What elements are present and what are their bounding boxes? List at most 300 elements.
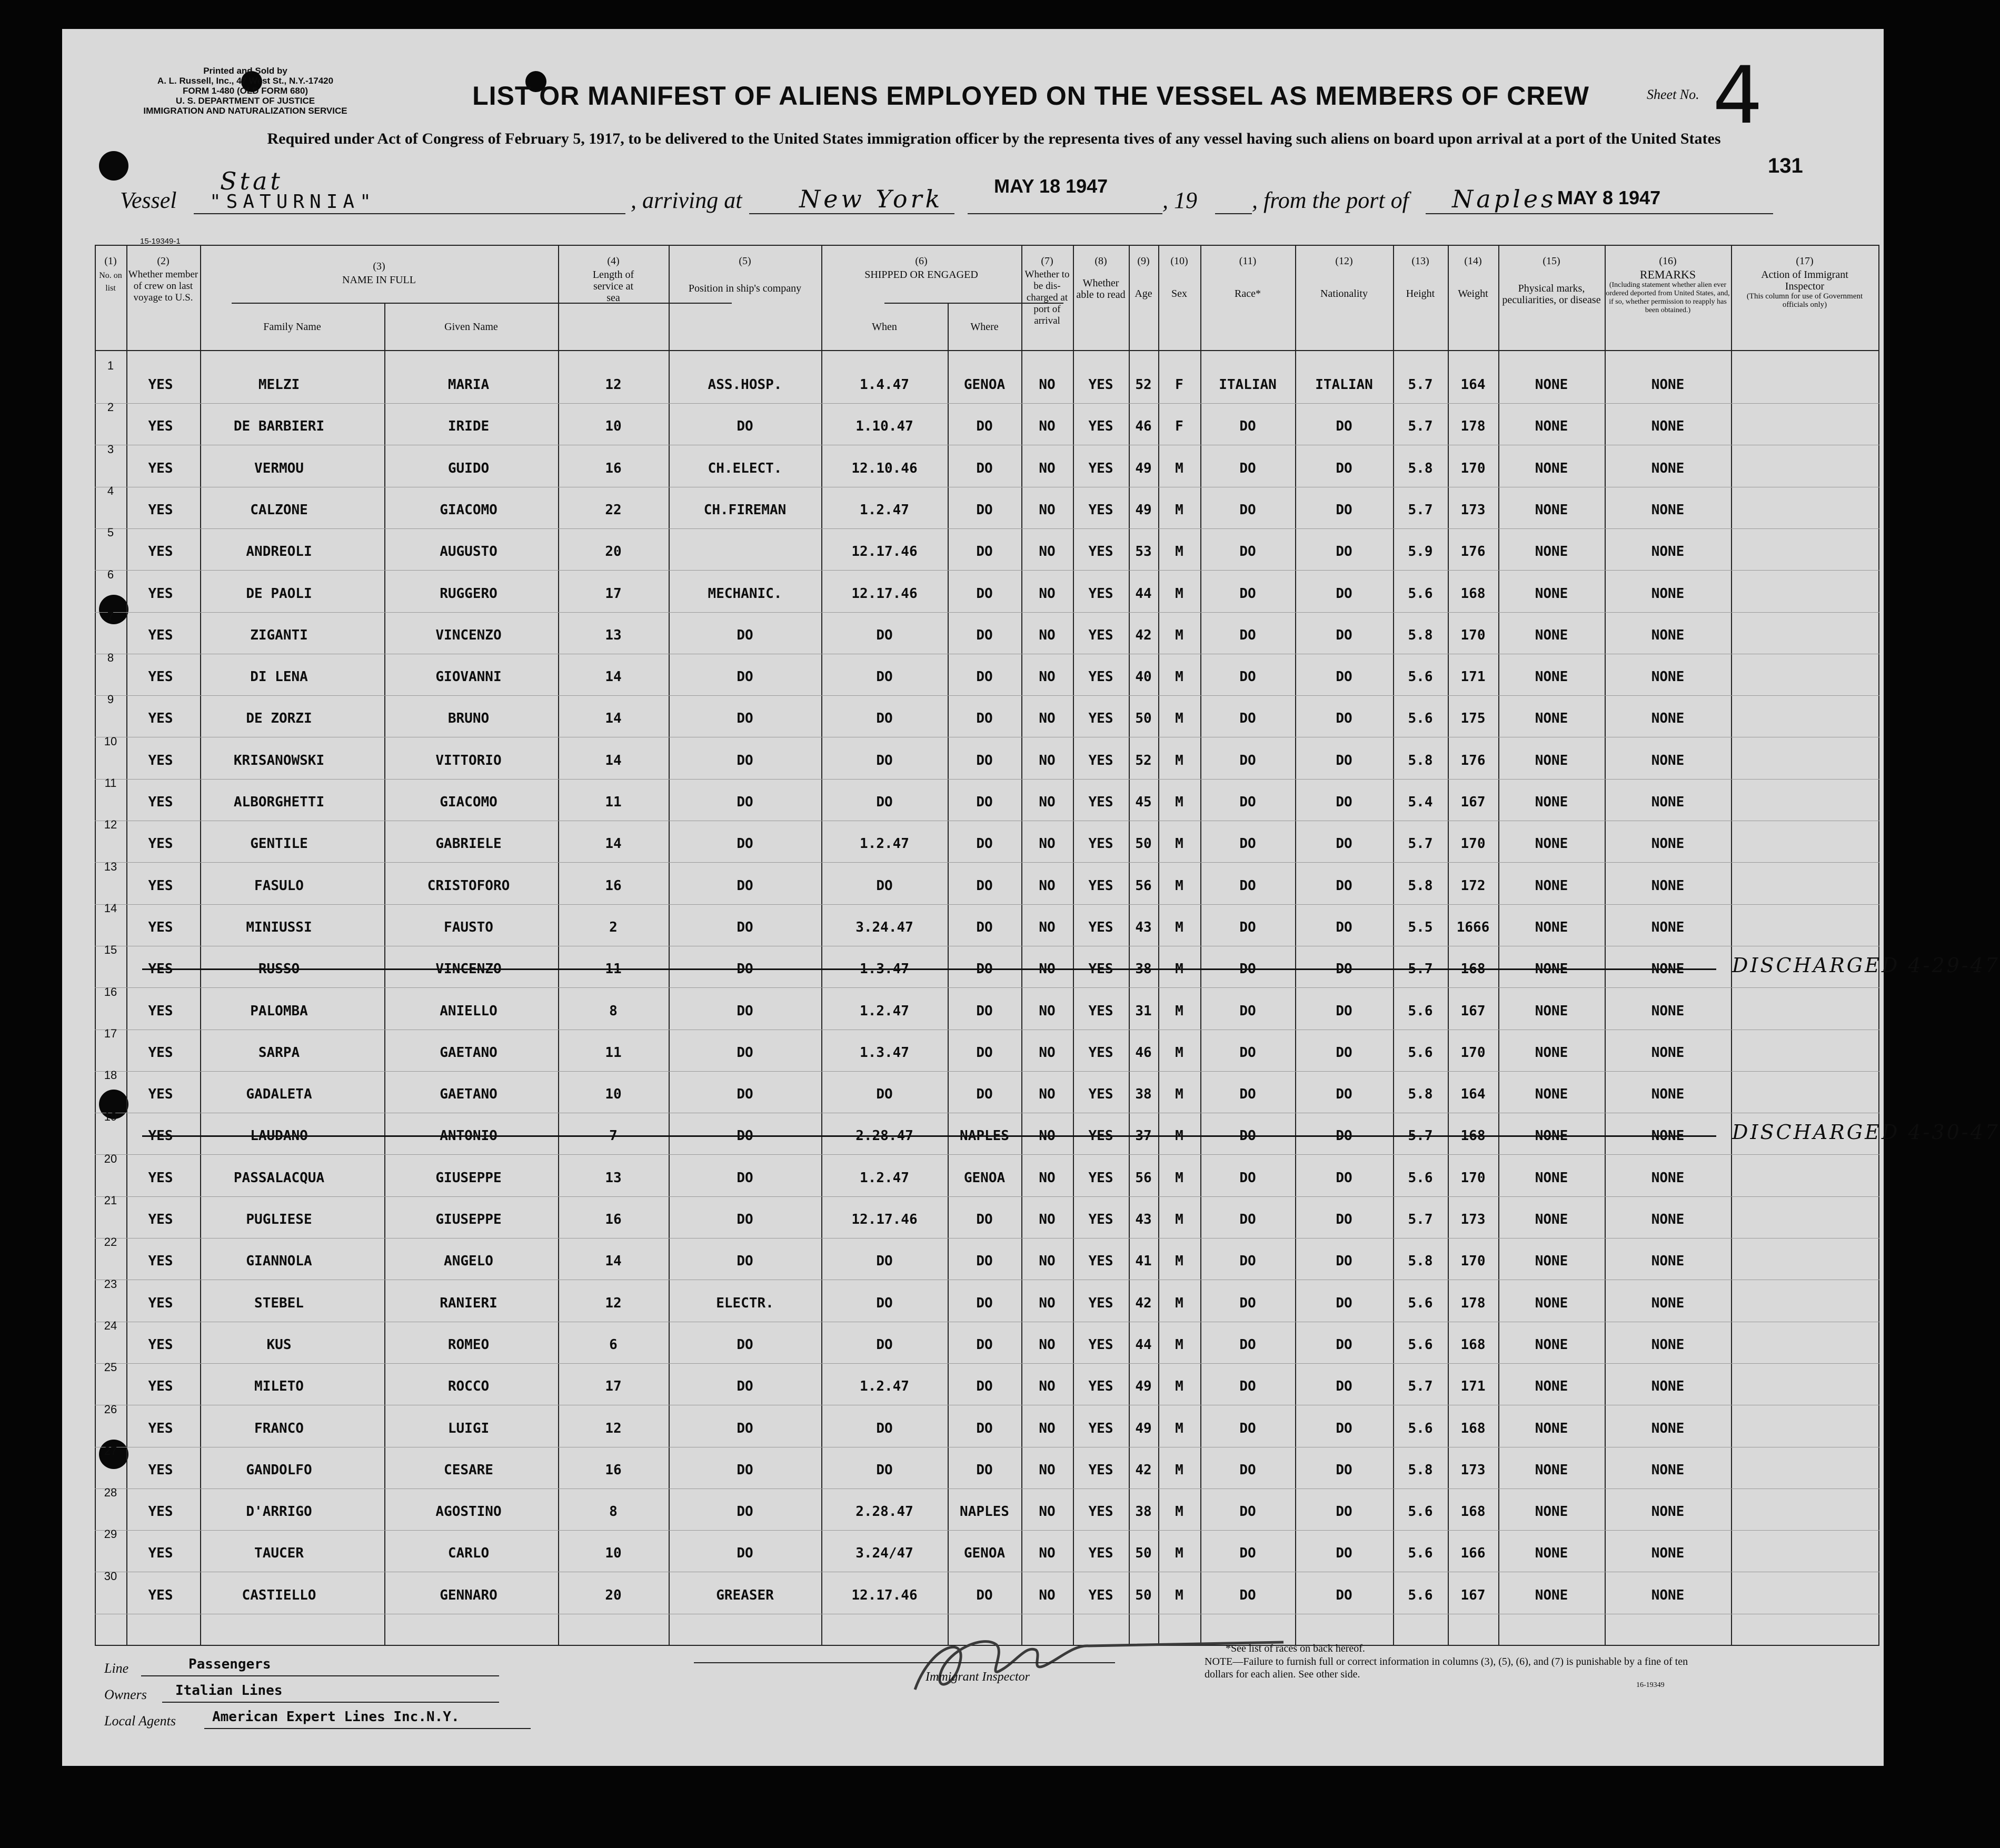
cell-service: 12: [605, 1295, 622, 1311]
cell-read: YES: [1088, 544, 1113, 560]
cell-nat: DO: [1336, 836, 1352, 852]
discharge-remark: DISCHARGED 4-29-47: [1732, 954, 2000, 977]
cell-disch: NO: [1039, 1504, 1056, 1520]
cell-read: YES: [1088, 1545, 1113, 1562]
cell-where: DO: [976, 460, 993, 476]
col-header-where: Where: [970, 321, 999, 333]
cell-read: YES: [1088, 1587, 1113, 1603]
cell-remarks: NONE: [1651, 877, 1685, 894]
cell-last: YES: [148, 1587, 173, 1603]
cell-when: DO: [876, 1336, 893, 1353]
cell-nat: DO: [1336, 1295, 1352, 1311]
cell-when: DO: [876, 627, 893, 643]
col-header-remarks: (16) REMARKS (Including statement whether alien ever ordered deported from United States, and, if so, whether permission to reapply has been obtained.): [1606, 255, 1730, 314]
cell-family: CASTIELLO: [242, 1587, 316, 1603]
cell-sex: M: [1175, 1044, 1183, 1061]
cell-given: MARIA: [447, 377, 490, 393]
col-header-age: (9) Age: [1135, 255, 1152, 299]
vessel-handwritten: Stat: [220, 167, 283, 195]
cell-marks: NONE: [1535, 1253, 1568, 1270]
col-header-marks: (15) Physical marks, peculiarities, or disease: [1502, 255, 1601, 306]
cell-position: DO: [737, 794, 753, 810]
cell-position: DO: [737, 1003, 753, 1019]
cell-marks: NONE: [1535, 752, 1568, 768]
cell-nat: DO: [1336, 1086, 1352, 1103]
arrival-port: New York: [799, 185, 943, 213]
cell-last: YES: [148, 919, 173, 935]
from-port-label: , from the port of: [1252, 187, 1409, 213]
cell-weight: 168: [1460, 1128, 1486, 1144]
col-header-action: (17) Action of Immigrant Inspector (This column for use of Government officials only): [1746, 255, 1863, 309]
cell-service: 14: [605, 669, 622, 685]
cell-age: 50: [1135, 711, 1152, 727]
cell-read: YES: [1088, 1295, 1113, 1311]
cell-service: 8: [609, 1003, 618, 1019]
cell-race: DO: [1239, 1545, 1256, 1562]
cell-race: DO: [1239, 752, 1256, 768]
cell-race: DO: [1239, 794, 1256, 810]
cell-height: 5.6: [1408, 1044, 1433, 1061]
col-header-discharged: (7) Whether to be dis- charged at port of arrival: [1024, 255, 1070, 326]
cell-last: YES: [148, 544, 173, 560]
cell-when: 1.2.47: [860, 836, 909, 852]
cell-position: DO: [737, 418, 753, 435]
row-number: 23: [104, 1277, 117, 1291]
cell-age: 38: [1135, 1504, 1152, 1520]
cell-remarks: NONE: [1651, 1128, 1685, 1144]
cell-remarks: NONE: [1651, 1212, 1685, 1227]
cell-marks: NONE: [1535, 1128, 1568, 1144]
cell-marks: NONE: [1535, 1295, 1568, 1311]
cell-where: DO: [976, 1420, 993, 1436]
cell-disch: NO: [1039, 1420, 1056, 1436]
col-header-race: (11) Race*: [1235, 255, 1261, 299]
cell-height: 5.6: [1408, 1504, 1433, 1520]
cell-sex: M: [1175, 1420, 1183, 1436]
cell-race: DO: [1239, 1504, 1256, 1520]
col-header-family-name: Family Name: [263, 321, 321, 333]
row-number: 26: [104, 1402, 117, 1416]
cell-remarks: NONE: [1651, 1295, 1685, 1311]
cell-disch: NO: [1039, 502, 1056, 518]
cell-last: YES: [148, 961, 173, 977]
cell-age: 53: [1135, 544, 1152, 560]
cell-weight: 178: [1460, 1295, 1486, 1311]
cell-disch: NO: [1039, 919, 1056, 935]
cell-race: DO: [1239, 1336, 1256, 1353]
cell-last: YES: [148, 836, 173, 852]
cell-age: 38: [1135, 961, 1152, 977]
cell-last: YES: [148, 711, 173, 727]
cell-last: YES: [148, 1086, 173, 1103]
cell-race: DO: [1239, 627, 1256, 643]
cell-remarks: NONE: [1651, 836, 1685, 852]
cell-given: VINCENZO: [435, 961, 502, 977]
cell-remarks: NONE: [1651, 1044, 1685, 1061]
cell-service: 20: [605, 544, 622, 560]
cell-race: DO: [1239, 1295, 1256, 1311]
cell-weight: 173: [1460, 1212, 1486, 1227]
year-label: , 19: [1162, 187, 1197, 213]
cell-sex: M: [1175, 669, 1183, 685]
cell-weight: 173: [1460, 1462, 1486, 1478]
cell-where: DO: [976, 544, 993, 560]
cell-height: 5.6: [1408, 669, 1433, 685]
cell-last: YES: [148, 1545, 173, 1562]
cell-marks: NONE: [1535, 711, 1568, 727]
cell-height: 5.6: [1408, 1170, 1433, 1186]
cell-remarks: NONE: [1651, 1420, 1685, 1436]
cell-weight: 168: [1460, 1420, 1486, 1436]
cell-where: DO: [976, 1212, 993, 1227]
cell-nat: DO: [1336, 1420, 1352, 1436]
cell-family: DE ZORZI: [246, 711, 312, 727]
strikethrough-line: [142, 968, 1716, 970]
cell-height: 5.7: [1408, 418, 1433, 435]
cell-remarks: NONE: [1651, 1545, 1685, 1562]
row-number: 25: [104, 1361, 117, 1374]
cell-sex: M: [1175, 1545, 1183, 1562]
cell-nat: DO: [1336, 627, 1352, 643]
cell-last: YES: [148, 1212, 173, 1227]
cell-service: 12: [605, 377, 622, 393]
cell-where: DO: [976, 1587, 993, 1603]
cell-sex: M: [1175, 1253, 1183, 1270]
cell-marks: NONE: [1535, 1003, 1568, 1019]
cell-remarks: NONE: [1651, 502, 1685, 518]
cell-marks: NONE: [1535, 377, 1568, 393]
cell-position: DO: [737, 1086, 753, 1103]
cell-read: YES: [1088, 1462, 1113, 1478]
cell-age: 38: [1135, 1086, 1152, 1103]
cell-service: 13: [605, 1170, 622, 1186]
cell-marks: NONE: [1535, 1462, 1568, 1478]
cell-race: DO: [1239, 544, 1256, 560]
cell-age: 42: [1135, 627, 1152, 643]
cell-disch: NO: [1039, 794, 1056, 810]
cell-sex: M: [1175, 1295, 1183, 1311]
cell-read: YES: [1088, 1253, 1113, 1270]
row-number: 4: [107, 484, 114, 497]
form-title: LIST OR MANIFEST OF ALIENS EMPLOYED ON THE VESSEL AS MEMBERS OF CREW: [472, 81, 1589, 111]
cell-height: 5.6: [1408, 585, 1433, 602]
cell-nat: DO: [1336, 1378, 1352, 1395]
discharge-remark: DISCHARGED 4-30-47: [1732, 1121, 2000, 1144]
cell-position: DO: [737, 711, 753, 727]
cell-given: GIACOMO: [440, 794, 497, 810]
row-number: 1: [107, 359, 114, 372]
cell-position: DO: [737, 752, 753, 768]
cell-nat: DO: [1336, 669, 1352, 685]
cell-given: FAUSTO: [444, 919, 493, 935]
cell-nat: DO: [1336, 919, 1352, 935]
cell-age: 50: [1135, 836, 1152, 852]
cell-service: 10: [605, 1545, 622, 1562]
cell-height: 5.7: [1408, 377, 1433, 393]
cell-position: DO: [737, 1462, 753, 1478]
cell-sex: M: [1175, 1003, 1183, 1019]
cell-disch: NO: [1039, 1336, 1056, 1353]
cell-when: 1.2.47: [860, 1003, 909, 1019]
cell-when: 1.3.47: [860, 1044, 909, 1061]
cell-weight: 171: [1460, 1378, 1486, 1395]
cell-nat: DO: [1336, 1462, 1352, 1478]
cell-where: DO: [976, 961, 993, 977]
cell-service: 16: [605, 460, 622, 476]
cell-marks: NONE: [1535, 502, 1568, 518]
cell-family: ZIGANTI: [250, 627, 308, 643]
cell-family: GANDOLFO: [246, 1462, 312, 1478]
cell-where: DO: [976, 1003, 993, 1019]
page-number: 131: [1768, 154, 1803, 177]
cell-family: CALZONE: [250, 502, 308, 518]
cell-sex: M: [1175, 1587, 1183, 1603]
cell-height: 5.8: [1408, 1253, 1433, 1270]
cell-given: ANTONIO: [440, 1128, 497, 1144]
row-number: 8: [107, 651, 114, 665]
cell-weight: 168: [1460, 585, 1486, 602]
cell-marks: NONE: [1535, 794, 1568, 810]
cell-given: GIOVANNI: [435, 669, 502, 685]
cell-disch: NO: [1039, 1295, 1056, 1311]
cell-family: STEBEL: [254, 1295, 304, 1311]
cell-family: ALBORGHETTI: [233, 794, 325, 810]
cell-race: DO: [1239, 502, 1256, 518]
cell-given: ROCCO: [447, 1378, 490, 1395]
cell-when: 1.2.47: [860, 1378, 909, 1395]
inspector-label: Immigrant Inspector: [926, 1670, 1030, 1684]
row-number: 5: [107, 526, 114, 540]
cell-service: 16: [605, 1462, 622, 1478]
cell-position: DO: [737, 1378, 753, 1395]
col-header-no: (1) No. on list: [99, 255, 122, 293]
cell-weight: 168: [1460, 1504, 1486, 1520]
cell-family: MILETO: [254, 1378, 304, 1395]
cell-when: DO: [876, 1253, 893, 1270]
cell-marks: NONE: [1535, 1504, 1568, 1520]
cell-height: 5.7: [1408, 1378, 1433, 1395]
cell-last: YES: [148, 1420, 173, 1436]
cell-sex: M: [1175, 585, 1183, 602]
row-number: 21: [104, 1194, 117, 1207]
cell-age: 45: [1135, 794, 1152, 810]
cell-family: KUS: [266, 1336, 292, 1353]
cell-disch: NO: [1039, 711, 1056, 727]
cell-race: DO: [1239, 669, 1256, 685]
cell-remarks: NONE: [1651, 961, 1685, 977]
cell-given: CARLO: [447, 1545, 490, 1562]
cell-disch: NO: [1039, 1462, 1056, 1478]
cell-family: KRISANOWSKI: [233, 752, 325, 768]
col-header-given-name: Given Name: [444, 321, 498, 333]
cell-when: 1.2.47: [860, 1170, 909, 1186]
cell-service: 7: [609, 1128, 618, 1144]
cell-disch: NO: [1039, 961, 1056, 977]
cell-given: GAETANO: [440, 1044, 497, 1061]
cell-service: 22: [605, 502, 622, 518]
cell-family: GADALETA: [246, 1086, 312, 1103]
sheet-number-label: Sheet No.: [1647, 87, 1699, 102]
cell-family: RUSSO: [258, 961, 300, 977]
cell-age: 46: [1135, 418, 1152, 435]
line-label: Line: [104, 1661, 129, 1676]
cell-where: DO: [976, 502, 993, 518]
row-number: 12: [104, 818, 117, 832]
cell-height: 5.8: [1408, 1462, 1433, 1478]
cell-last: YES: [148, 1170, 173, 1186]
row-number: 17: [104, 1026, 117, 1040]
print-code: 16-19349: [1636, 1681, 1665, 1689]
cell-disch: NO: [1039, 544, 1056, 560]
row-number: 18: [104, 1068, 117, 1082]
cell-family: MINIUSSI: [246, 919, 312, 935]
cell-marks: NONE: [1535, 1170, 1568, 1186]
cell-marks: NONE: [1535, 919, 1568, 935]
cell-sex: M: [1175, 961, 1183, 977]
form-code: 15-19349-1: [140, 237, 181, 246]
cell-nat: DO: [1336, 1253, 1352, 1270]
cell-family: TAUCER: [254, 1545, 304, 1562]
cell-remarks: NONE: [1651, 711, 1685, 727]
cell-read: YES: [1088, 711, 1113, 727]
cell-remarks: NONE: [1651, 627, 1685, 643]
cell-age: 40: [1135, 669, 1152, 685]
cell-where: DO: [976, 919, 993, 935]
cell-position: DO: [737, 627, 753, 643]
cell-age: 41: [1135, 1253, 1152, 1270]
cell-family: GENTILE: [250, 836, 308, 852]
cell-where: DO: [976, 1336, 993, 1353]
cell-given: CRISTOFORO: [427, 877, 510, 894]
cell-race: DO: [1239, 961, 1256, 977]
cell-given: GENNARO: [440, 1587, 497, 1603]
cell-disch: NO: [1039, 1044, 1056, 1061]
cell-when: 2.28.47: [855, 1504, 913, 1520]
cell-read: YES: [1088, 794, 1113, 810]
cell-last: YES: [148, 585, 173, 602]
row-number: 11: [104, 776, 117, 790]
fine-note: NOTE—Failure to furnish full or correct information in columns (3), (5), (6), and (7) is punishable by a fine of ten dollars for each alien. See other side.: [1205, 1656, 1688, 1680]
arrival-date-stamp: MAY 18 1947: [994, 175, 1108, 197]
cell-height: 5.6: [1408, 711, 1433, 727]
cell-position: DO: [737, 836, 753, 852]
cell-service: 2: [609, 919, 618, 935]
cell-remarks: NONE: [1651, 1336, 1685, 1353]
cell-given: GAETANO: [440, 1086, 497, 1103]
cell-when: DO: [876, 1295, 893, 1311]
cell-disch: NO: [1039, 1587, 1056, 1603]
cell-nat: ITALIAN: [1315, 377, 1373, 393]
cell-when: DO: [876, 669, 893, 685]
cell-disch: NO: [1039, 1086, 1056, 1103]
cell-where: DO: [976, 1462, 993, 1478]
cell-when: 2.28.47: [855, 1128, 913, 1144]
cell-service: 17: [605, 585, 622, 602]
cell-disch: NO: [1039, 1378, 1056, 1395]
row-number: 3: [107, 442, 114, 456]
cell-last: YES: [148, 1462, 173, 1478]
cell-weight: 164: [1460, 377, 1486, 393]
cell-service: 8: [609, 1504, 618, 1520]
row-number: 15: [104, 943, 117, 957]
cell-age: 44: [1135, 585, 1152, 602]
cell-race: DO: [1239, 1253, 1256, 1270]
cell-height: 5.6: [1408, 1545, 1433, 1562]
cell-age: 56: [1135, 877, 1152, 894]
cell-remarks: NONE: [1651, 585, 1685, 602]
cell-weight: 167: [1460, 1003, 1486, 1019]
row-number: 16: [104, 985, 117, 998]
cell-read: YES: [1088, 502, 1113, 518]
row-number: 20: [104, 1152, 117, 1165]
owners-value: Italian Lines: [175, 1683, 283, 1699]
row-number: 9: [107, 693, 114, 706]
cell-last: YES: [148, 1504, 173, 1520]
cell-service: 16: [605, 877, 622, 894]
cell-weight: 168: [1460, 961, 1486, 977]
cell-nat: DO: [1336, 585, 1352, 602]
cell-sex: M: [1175, 502, 1183, 518]
col-header-sex: (10) Sex: [1170, 255, 1188, 299]
row-number: 30: [104, 1569, 117, 1583]
cell-service: 16: [605, 1212, 622, 1227]
cell-marks: NONE: [1535, 1587, 1568, 1603]
cell-when: DO: [876, 711, 893, 727]
cell-age: 37: [1135, 1128, 1152, 1144]
cell-race: DO: [1239, 1420, 1256, 1436]
cell-remarks: NONE: [1651, 794, 1685, 810]
cell-read: YES: [1088, 1420, 1113, 1436]
cell-when: DO: [876, 877, 893, 894]
cell-when: 12.10.46: [851, 460, 918, 476]
cell-age: 49: [1135, 460, 1152, 476]
cell-weight: 171: [1460, 669, 1486, 685]
cell-where: DO: [976, 1044, 993, 1061]
cell-last: YES: [148, 627, 173, 643]
cell-marks: NONE: [1535, 961, 1568, 977]
cell-race: DO: [1239, 1378, 1256, 1395]
cell-where: DO: [976, 711, 993, 727]
cell-last: YES: [148, 377, 173, 393]
cell-read: YES: [1088, 585, 1113, 602]
cell-where: GENOA: [963, 1545, 1006, 1562]
cell-family: DE BARBIERI: [233, 418, 325, 435]
cell-read: YES: [1088, 1212, 1113, 1227]
cell-given: GABRIELE: [435, 836, 502, 852]
row-number: 27: [104, 1444, 117, 1457]
cell-height: 5.6: [1408, 1587, 1433, 1603]
cell-nat: DO: [1336, 1044, 1352, 1061]
cell-age: 43: [1135, 1212, 1152, 1227]
cell-height: 5.7: [1408, 1212, 1433, 1227]
col-header-nationality: (12) Nationality: [1320, 255, 1368, 299]
cell-when: 3.24.47: [855, 919, 913, 935]
cell-read: YES: [1088, 627, 1113, 643]
cell-when: 12.17.46: [851, 585, 918, 602]
col-header-service: (4) Length of service at sea: [592, 255, 634, 304]
cell-read: YES: [1088, 1170, 1113, 1186]
form-subtitle: Required under Act of Congress of February 5, 1917, to be delivered to the United States immigration officer by the representa tives of any vessel having such aliens on board upon arrival at a port of the United States: [267, 130, 1721, 147]
cell-read: YES: [1088, 1003, 1113, 1019]
cell-service: 14: [605, 711, 622, 727]
cell-read: YES: [1088, 1336, 1113, 1353]
cell-remarks: NONE: [1651, 1253, 1685, 1270]
cell-service: 14: [605, 836, 622, 852]
cell-marks: NONE: [1535, 877, 1568, 894]
cell-remarks: NONE: [1651, 752, 1685, 768]
cell-when: 12.17.46: [851, 544, 918, 560]
cell-where: DO: [976, 1378, 993, 1395]
